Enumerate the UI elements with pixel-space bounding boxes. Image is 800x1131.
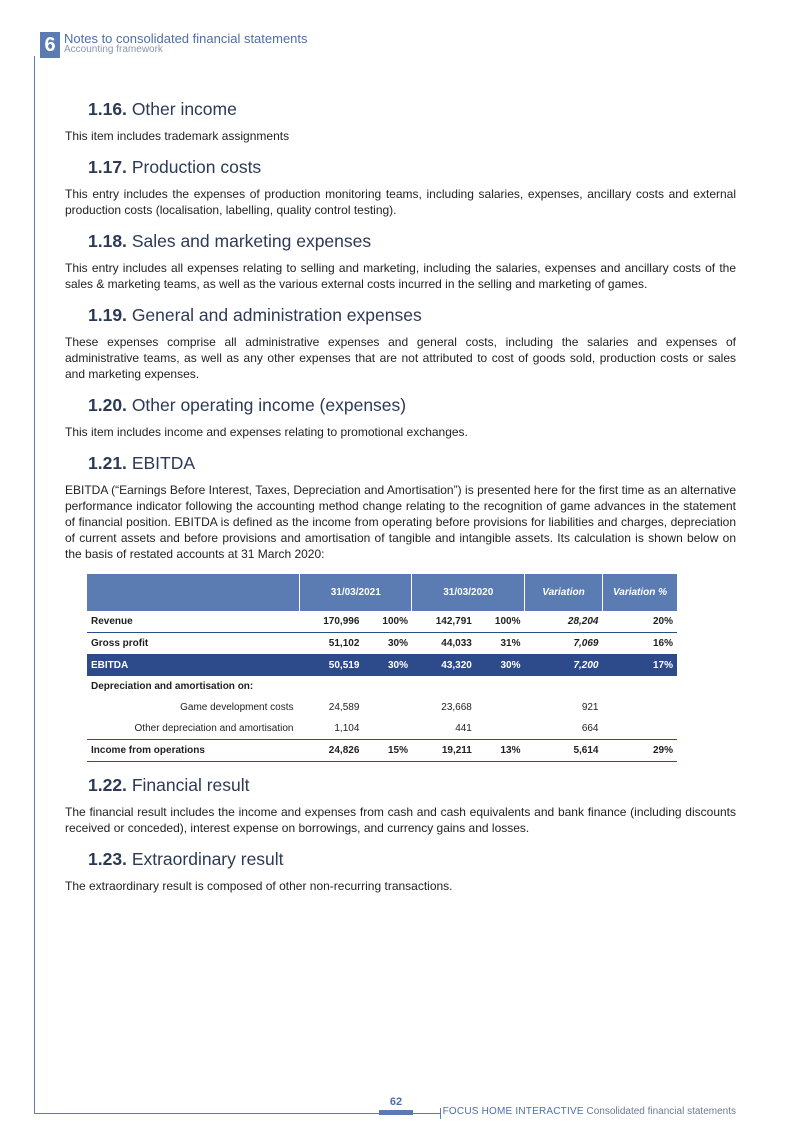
row-label: Game development costs [180, 702, 294, 713]
section-title: General and administration expenses [131, 305, 422, 325]
row-label: Depreciation and amortisation on: [91, 681, 254, 692]
cell-pct-2020 [476, 697, 525, 718]
cell-pct-2021: 100% [363, 611, 412, 633]
section-number: 1.17. [88, 157, 127, 177]
section-paragraph: This entry includes all expenses relating to selling and marketing, including the salaries, expenses and ancillary costs of the sales & marketing teams, as well as the various external costs incurred in the selling and marketing of games. [65, 261, 736, 291]
row-label: Other depreciation and amortisation [87, 718, 300, 740]
row-label: Revenue [87, 611, 300, 633]
table-header-row [87, 574, 677, 611]
chapter-number-badge: 6 [40, 32, 60, 58]
cell-value-2021: 51,102 [300, 633, 364, 655]
cell-pct-2020: 30% [476, 655, 525, 677]
page-footer [443, 1106, 736, 1117]
section-paragraph: This item includes income and expenses relating to promotional exchanges. [65, 425, 468, 439]
cell-variation: 5,614 [525, 740, 603, 762]
section-number: 1.22. [88, 775, 127, 795]
cell-variation-pct [603, 718, 678, 740]
table-row-ebitda [87, 655, 677, 677]
cell-variation-pct: 20% [603, 611, 678, 633]
section-1-17 [65, 156, 736, 218]
section-title: EBITDA [131, 453, 196, 473]
section-1-19 [65, 304, 736, 382]
table-row [87, 633, 677, 655]
section-number: 1.20. [88, 395, 127, 415]
document-body [65, 98, 736, 906]
ebitda-table [87, 574, 677, 762]
table-header-variation-pct: Variation % [603, 574, 678, 611]
section-heading [88, 230, 736, 252]
cell-value-2020: 23,668 [441, 702, 472, 713]
section-number: 1.21. [88, 453, 127, 473]
section-1-21 [65, 452, 736, 762]
cell-pct-2020: 100% [476, 611, 525, 633]
section-paragraph: This item includes trademark assignments [65, 129, 290, 143]
table-row [87, 697, 677, 718]
cell-value-2021: 50,519 [300, 655, 364, 677]
page-number: 62 [389, 1096, 403, 1108]
footer-brand: FOCUS HOME INTERACTIVE [442, 1106, 584, 1117]
cell-pct-2021: 30% [363, 633, 412, 655]
section-heading [88, 452, 736, 474]
cell-variation-pct: 17% [603, 655, 678, 677]
cell-pct-2020: 31% [476, 633, 525, 655]
cell-variation: 664 [525, 718, 603, 740]
row-label: Gross profit [87, 633, 300, 655]
section-number: 1.19. [88, 305, 127, 325]
page-frame-left [34, 56, 35, 1114]
section-title: Extraordinary result [131, 849, 284, 869]
table-row [87, 740, 677, 762]
section-paragraph: These expenses comprise all administrative expenses and general costs, including the salaries and expenses of administrative teams, as well as any other expenses that are not attributed to cost of goods sold, production costs or sales and marketing expenses. [65, 335, 736, 381]
section-number: 1.18. [88, 231, 127, 251]
table-header-2021: 31/03/2021 [300, 574, 412, 611]
section-paragraph: EBITDA (“Earnings Before Interest, Taxes, Depreciation and Amortisation”) is presented here for the first time as an alternative performance indicator following the accounting method change relating to the recognition of game advances in the statement of financial position. EBITDA is defined as the income from operating before provisions for liabilities and charges, depreciation of current assets and before provisions and amortisation of tangible and intangible assets. Its calculation is shown below on the basis of restated accounts at 31 March 2020: [65, 483, 736, 561]
section-heading [88, 98, 736, 120]
section-number: 1.23. [88, 849, 127, 869]
chapter-subtitle: Accounting framework [64, 44, 163, 55]
section-number: 1.16. [88, 99, 127, 119]
section-1-18 [65, 230, 736, 292]
section-title: Other operating income (expenses) [131, 395, 407, 415]
cell-variation: 7,200 [525, 655, 603, 677]
row-label: EBITDA [87, 655, 300, 677]
cell-pct-2020: 13% [476, 740, 525, 762]
cell-value-2021: 1,104 [300, 718, 364, 740]
cell-value-2020: 19,211 [412, 740, 476, 762]
footer-doc-title: Consolidated financial statements [586, 1106, 736, 1117]
cell-pct-2021 [363, 697, 412, 718]
section-1-23 [65, 848, 736, 894]
section-1-20 [65, 394, 736, 440]
page-number-bar [379, 1110, 413, 1115]
cell-value-2021: 24,589 [328, 702, 360, 713]
section-heading [88, 394, 736, 416]
cell-variation-pct [603, 697, 678, 718]
section-paragraph: The extraordinary result is composed of other non-recurring transactions. [65, 879, 453, 893]
cell-value-2020: 142,791 [412, 611, 476, 633]
cell-variation-pct: 16% [603, 633, 678, 655]
cell-variation: 7,069 [525, 633, 603, 655]
cell-pct-2020 [476, 718, 525, 740]
section-title: Other income [131, 99, 237, 119]
table-header-2020: 31/03/2020 [412, 574, 525, 611]
cell-value-2020: 441 [412, 718, 476, 740]
table-row [87, 718, 677, 740]
row-label: Income from operations [87, 740, 300, 762]
cell-variation: 921 [581, 702, 599, 713]
section-paragraph: This entry includes the expenses of production monitoring teams, including salaries, expenses, ancillary costs and external production costs (localisation, labelling, quality control testing). [65, 187, 736, 217]
cell-variation-pct: 29% [603, 740, 678, 762]
section-heading [88, 848, 736, 870]
section-1-16 [65, 98, 736, 144]
table-header-variation: Variation [525, 574, 603, 611]
section-1-22 [65, 774, 736, 836]
cell-pct-2021 [363, 718, 412, 740]
cell-variation: 28,204 [525, 611, 603, 633]
section-paragraph: The financial result includes the income and expenses from cash and cash equivalents and bank finance (including discounts received or conceded), interest expense on borrowings, and currency gains and losses. [65, 805, 736, 835]
cell-value-2020: 44,033 [412, 633, 476, 655]
section-title: Production costs [131, 157, 262, 177]
table-row [87, 676, 677, 697]
chapter-title: Notes to consolidated financial statements [64, 31, 308, 46]
section-heading [88, 304, 736, 326]
section-heading [88, 156, 736, 178]
table-row [87, 611, 677, 633]
cell-pct-2021: 30% [363, 655, 412, 677]
section-heading [88, 774, 736, 796]
cell-value-2021: 170,996 [300, 611, 364, 633]
cell-value-2020: 43,320 [412, 655, 476, 677]
section-title: Sales and marketing expenses [131, 231, 372, 251]
section-title: Financial result [131, 775, 250, 795]
page-frame-tick [440, 1108, 441, 1119]
cell-pct-2021: 15% [363, 740, 412, 762]
cell-value-2021: 24,826 [300, 740, 364, 762]
table-header-label [87, 574, 300, 611]
